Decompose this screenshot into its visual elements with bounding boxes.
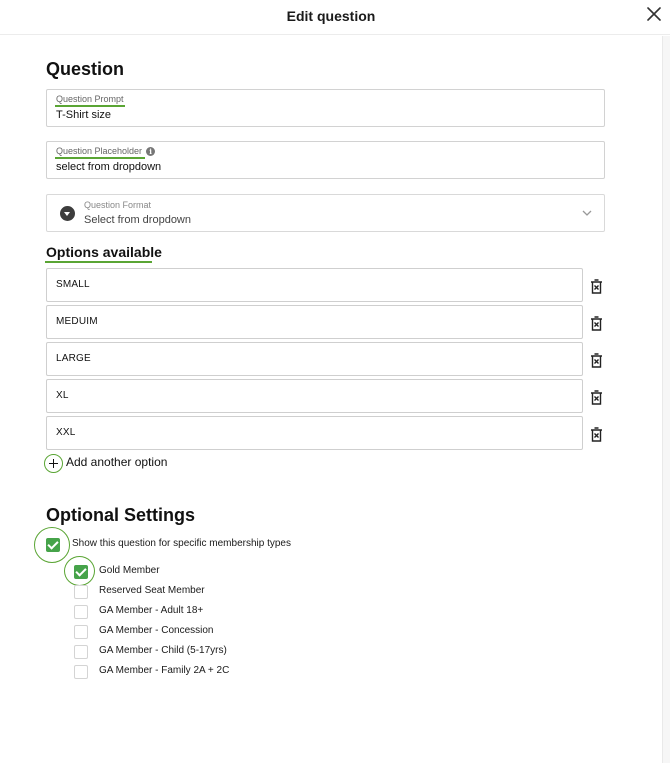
question-section-title: Question: [46, 59, 125, 79]
plus-circle-icon: [44, 454, 63, 473]
chevron-down-circle-icon: [60, 206, 75, 221]
membership-checkbox[interactable]: [74, 585, 88, 599]
options-section-title: Options available: [46, 244, 162, 260]
modal-title: Edit question: [286, 8, 376, 24]
trash-icon: [590, 390, 603, 405]
trash-icon: [590, 279, 603, 294]
question-placeholder-label: Question Placeholder i: [56, 146, 155, 156]
delete-option-button[interactable]: [590, 427, 603, 442]
options-title-underline: [45, 261, 152, 263]
chevron-down-icon: [582, 209, 592, 217]
close-icon: [647, 7, 661, 21]
membership-label: GA Member - Family 2A + 2C: [99, 665, 230, 676]
question-prompt-field[interactable]: [46, 89, 605, 127]
modal-header: [0, 0, 670, 35]
scrollbar-track[interactable]: [662, 36, 670, 763]
trash-icon: [590, 316, 603, 331]
question-prompt-value: T-Shirt size: [56, 109, 112, 121]
membership-label: Reserved Seat Member: [99, 585, 205, 596]
info-icon[interactable]: i: [146, 147, 155, 156]
membership-label: GA Member - Concession: [99, 625, 214, 636]
show-specific-checkbox[interactable]: [46, 538, 60, 552]
option-input[interactable]: XXL: [46, 416, 583, 450]
delete-option-button[interactable]: [590, 390, 603, 405]
question-placeholder-field[interactable]: [46, 141, 605, 179]
option-input[interactable]: SMALL: [46, 268, 583, 302]
close-button[interactable]: [647, 7, 661, 21]
optional-settings-title: Optional Settings: [46, 505, 196, 525]
membership-checkbox[interactable]: [74, 625, 88, 639]
trash-icon: [590, 427, 603, 442]
question-format-value: Select from dropdown: [84, 214, 191, 226]
membership-checkbox-gold[interactable]: [74, 565, 88, 579]
membership-checkbox[interactable]: [74, 665, 88, 679]
question-prompt-label: Question Prompt: [56, 94, 124, 104]
add-option-label: Add another option: [66, 455, 168, 469]
option-input[interactable]: MEDUIM: [46, 305, 583, 339]
membership-label: GA Member - Child (5-17yrs): [99, 645, 227, 656]
delete-option-button[interactable]: [590, 279, 603, 294]
delete-option-button[interactable]: [590, 353, 603, 368]
membership-label: Gold Member: [99, 565, 160, 576]
question-format-select[interactable]: [46, 194, 605, 232]
question-placeholder-value: select from dropdown: [56, 161, 162, 173]
membership-checkbox[interactable]: [74, 645, 88, 659]
delete-option-button[interactable]: [590, 316, 603, 331]
show-specific-label: Show this question for specific membership types: [72, 538, 291, 549]
trash-icon: [590, 353, 603, 368]
membership-checkbox[interactable]: [74, 605, 88, 619]
membership-label: GA Member - Adult 18+: [99, 605, 204, 616]
option-input[interactable]: XL: [46, 379, 583, 413]
question-format-label: Question Format: [84, 200, 152, 210]
option-input[interactable]: LARGE: [46, 342, 583, 376]
